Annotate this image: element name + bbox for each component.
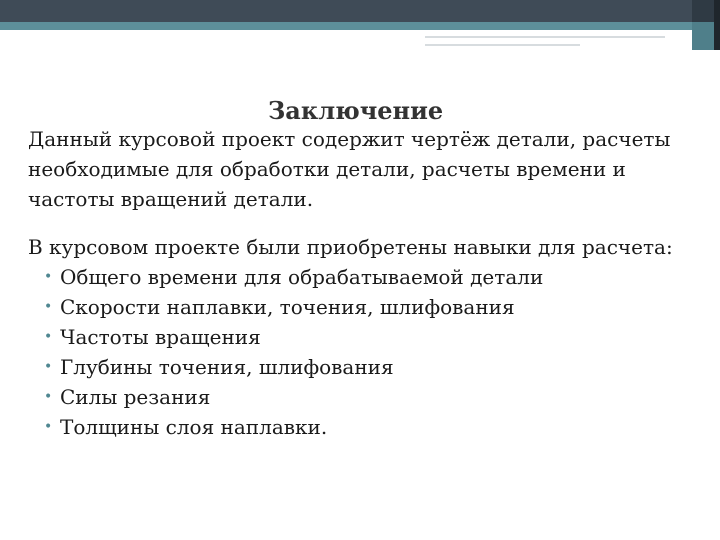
slide-title: Заключение — [268, 96, 444, 125]
summary-paragraph: Данный курсовой проект содержит чертёж детали, расчеты необходимые для обработки детали, расчеты времени и частоты вращений детали. — [28, 127, 671, 211]
header-decor-line — [425, 36, 665, 38]
list-item-text: Частоты вращения — [60, 325, 261, 349]
bullet-icon: • — [44, 359, 53, 375]
bullet-icon: • — [44, 389, 53, 405]
list-item — [28, 292, 703, 322]
list-item-text: Толщины слоя наплавки. — [60, 415, 328, 439]
header-accent-band — [0, 22, 720, 30]
header-decor-line — [425, 44, 580, 46]
bullet-icon: • — [44, 299, 53, 315]
header-band — [0, 0, 720, 22]
bullet-icon: • — [44, 269, 53, 285]
list-item-text: Силы резания — [60, 385, 211, 409]
skills-intro-paragraph: В курсовом проекте были приобретены навыки для расчета: — [28, 235, 673, 259]
bullet-icon: • — [44, 329, 53, 345]
list-item-text: Скорости наплавки, точения, шлифования — [60, 295, 515, 319]
slide-body — [28, 124, 703, 442]
list-item — [28, 412, 703, 442]
list-item — [28, 322, 703, 352]
skills-list — [28, 262, 703, 442]
list-item — [28, 352, 703, 382]
corner-edge-decor — [714, 0, 720, 50]
bullet-icon: • — [44, 419, 53, 435]
list-item-text: Общего времени для обрабатываемой детали — [60, 265, 544, 289]
list-item — [28, 262, 703, 292]
list-item-text: Глубины точения, шлифования — [60, 355, 394, 379]
list-item — [28, 382, 703, 412]
